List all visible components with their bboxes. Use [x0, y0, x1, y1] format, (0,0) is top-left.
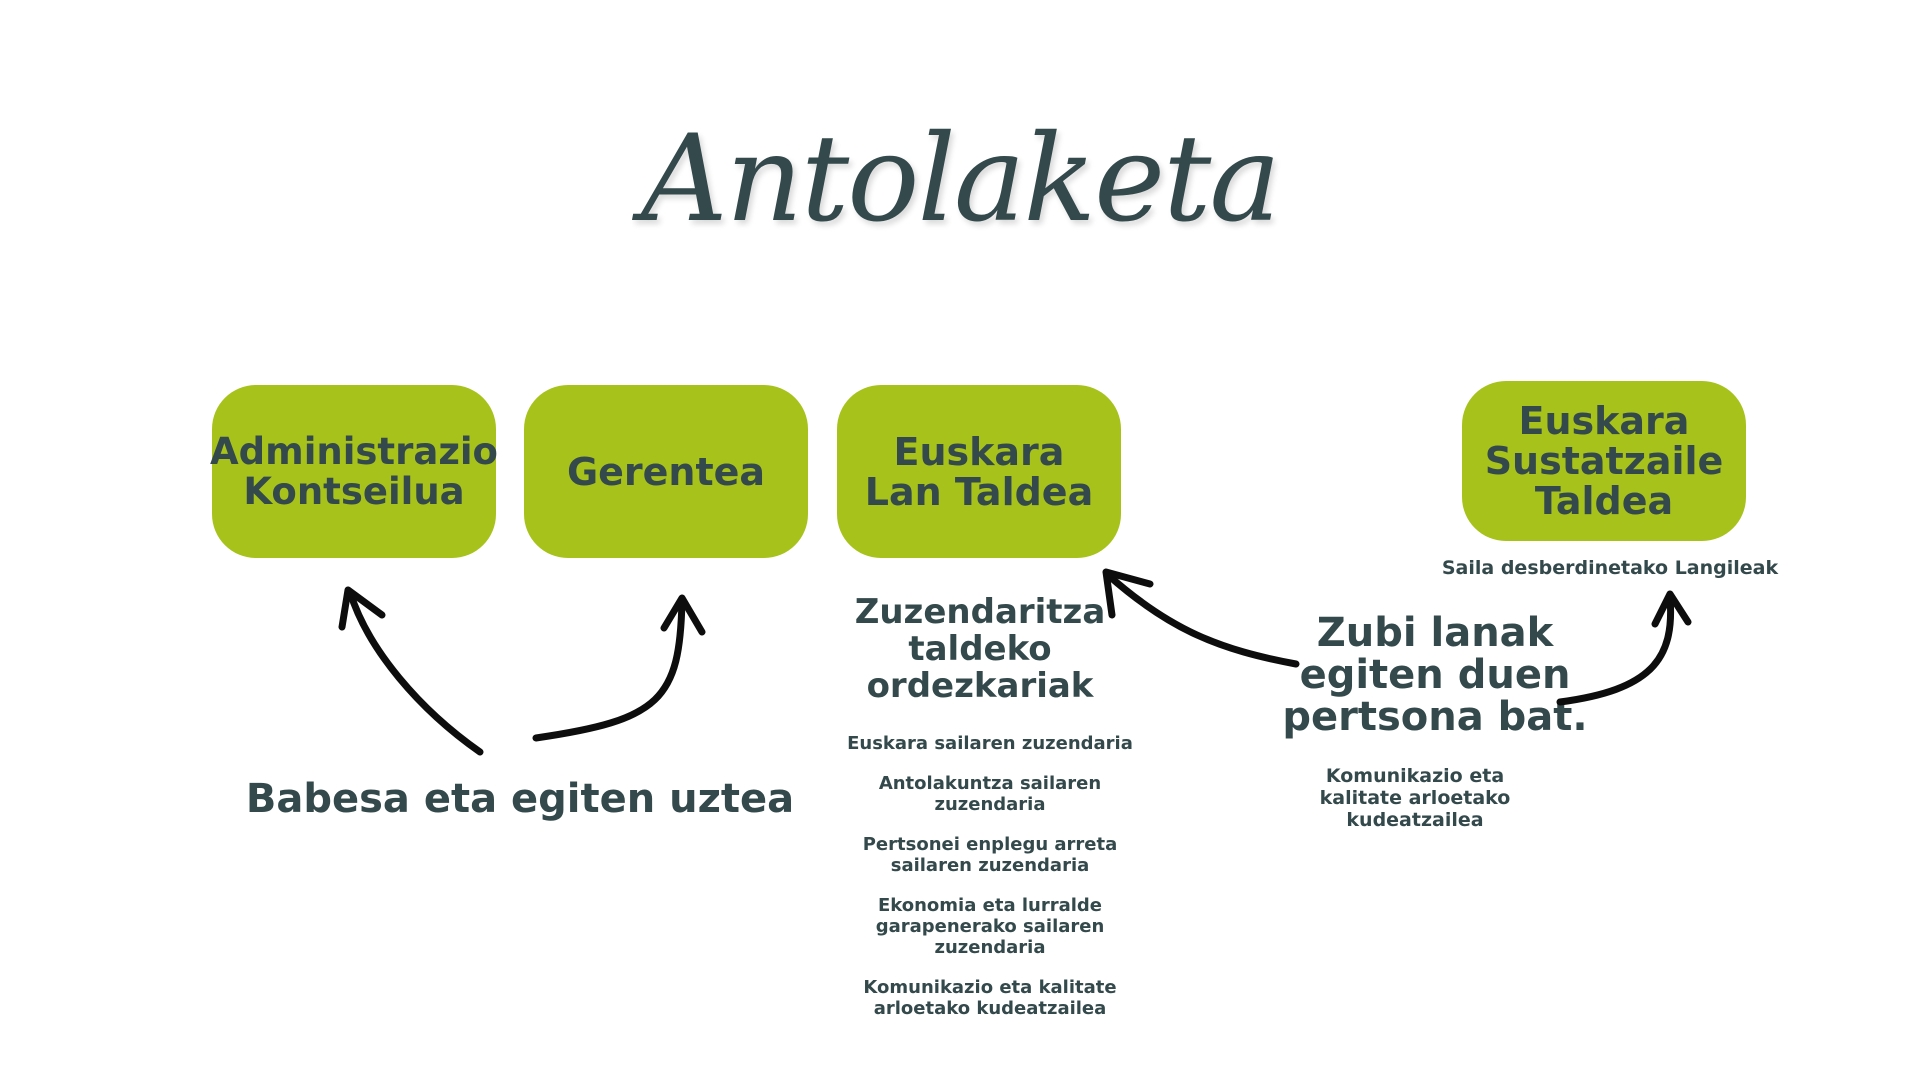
- arrow-to-gerentea: [536, 600, 682, 738]
- arrowhead-admin: [342, 590, 382, 627]
- euskara-sustatzaile-taldea-box: Euskara Sustatzaile Taldea: [1462, 381, 1746, 541]
- zubi-subtitle: Komunikazio eta kalitate arloetako kudeatzailea: [1319, 765, 1511, 831]
- zuzendaritza-members-list: [830, 733, 1150, 1038]
- arrowhead-sustatzaile: [1655, 594, 1688, 624]
- list-item: Ekonomia eta lurralde garapenerako sailaren zuzendaria: [875, 895, 1105, 958]
- arrow-to-admin: [350, 592, 480, 752]
- page-title: Antolaketa: [641, 110, 1279, 249]
- babesa-label: Babesa eta egiten uztea: [245, 776, 795, 822]
- list-item: Pertsonei enplegu arreta sailaren zuzendaria: [862, 834, 1118, 876]
- list-item: Euskara sailaren zuzendaria: [847, 733, 1133, 754]
- zubi-title: Zubi lanak egiten duen pertsona bat.: [1282, 610, 1588, 740]
- zuzendaritza-title: Zuzendaritza taldeko ordezkariak: [854, 592, 1106, 706]
- gerentea-box: Gerentea: [524, 385, 808, 558]
- list-item: Antolakuntza sailaren zuzendaria: [878, 773, 1102, 815]
- arrowhead-gerentea: [664, 598, 702, 632]
- administrazio-kontseilua-box: Administrazio Kontseilua: [212, 385, 496, 558]
- sustatzaile-subtitle: Saila desberdinetako Langileak: [1441, 557, 1779, 579]
- euskara-lan-taldea-box: Euskara Lan Taldea: [837, 385, 1121, 558]
- list-item: Komunikazio eta kalitate arloetako kudeatzailea: [863, 977, 1117, 1019]
